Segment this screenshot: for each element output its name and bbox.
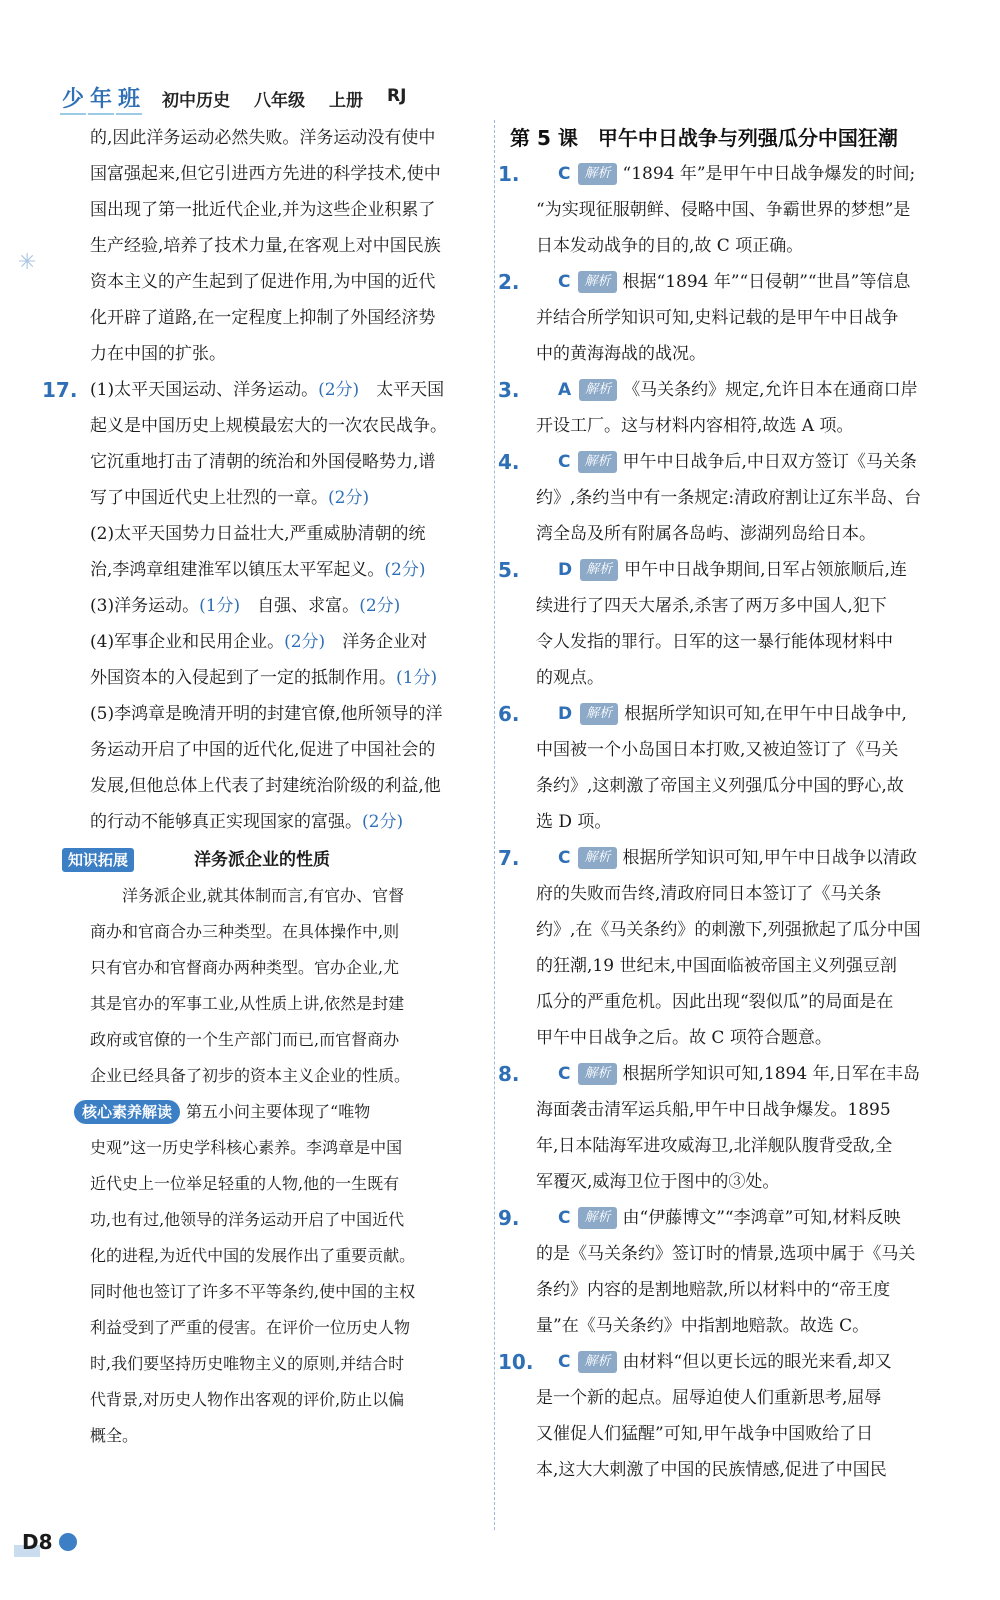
- score-label: (2分): [284, 632, 326, 652]
- text-line: 发展,但他总体上代表了封建统治阶级的利益,他: [90, 776, 441, 796]
- text-line: 时,我们要坚持历史唯物主义的原则,并结合时: [90, 1354, 405, 1373]
- text-line: [498, 1200, 942, 1236]
- answer-item: [498, 552, 942, 696]
- text-line: [90, 804, 494, 840]
- text-line: 同时他也签订了许多不平等条约,使中国的主权: [90, 1282, 416, 1301]
- text-line: 起义是中国历史上规模最宏大的一次农民战争。: [90, 416, 447, 436]
- text-line: 续进行了四天大屠杀,杀害了两万多中国人,犯下: [536, 596, 887, 616]
- text-line: 概全。: [90, 1426, 139, 1445]
- text-segment: 治,李鸿章组建淮军以镇压太平军起义。: [90, 560, 385, 580]
- text-line: 选 D 项。: [536, 812, 612, 832]
- answer-item: [498, 1344, 942, 1488]
- text-line: 条约》内容的是割地赔款,所以材料中的“帝王度: [536, 1280, 891, 1300]
- text-line: [90, 660, 494, 696]
- text-segment: 甲午中日战争期间,日军占领旅顺后,连: [624, 560, 907, 580]
- text-line: 海面袭击清军运兵船,甲午中日战争爆发。1895: [536, 1100, 891, 1120]
- page-dot-icon: [59, 1533, 77, 1551]
- header-edition: RJ: [387, 85, 407, 106]
- text-line: (2)太平天国势力日益壮大,严重威胁清朝的统: [90, 524, 426, 544]
- text-line: 的观点。: [536, 668, 604, 688]
- text-line: 近代史上一位举足轻重的人物,他的一生既有: [90, 1174, 400, 1193]
- text-line: 本,这大大刺激了中国的民族情感,促进了中国民: [536, 1460, 887, 1480]
- text-segment: 由“伊藤博文”“李鸿章”可知,材料反映: [622, 1208, 901, 1228]
- text-line: 的狂潮,19 世纪末,中国面临被帝国主义列强豆剖: [536, 956, 897, 976]
- text-line: [498, 840, 942, 876]
- score-label: (1分): [199, 596, 241, 616]
- text-segment: 根据所学知识可知,1894 年,日军在丰岛: [622, 1064, 920, 1084]
- item-number: 4.: [498, 450, 520, 474]
- text-line: [498, 444, 942, 480]
- score-label: (1分): [396, 668, 438, 688]
- header-info: [162, 86, 406, 111]
- text-line: 湾全岛及所有附属各岛屿、澎湖列岛给日本。: [536, 524, 876, 544]
- text-line: 年,日本陆海军进攻威海卫,北洋舰队腹背受敌,全: [536, 1136, 893, 1156]
- page-header: [60, 78, 406, 118]
- text-line: 府的失败而告终,清政府同日本签订了《马关条: [536, 884, 882, 904]
- answer-list: [498, 156, 942, 1488]
- header-grade: 八年级: [254, 90, 306, 111]
- text-line: 瓜分的严重危机。因此出现“裂似瓜”的局面是在: [536, 992, 894, 1012]
- text-line: 利益受到了严重的侵害。在评价一位历史人物: [90, 1318, 411, 1337]
- question-17: [42, 372, 494, 840]
- core-first-line: [62, 1094, 494, 1130]
- text-line: 的,因此洋务运动必然失败。洋务运动没有使中: [90, 128, 436, 148]
- lesson-title: 第 5 课 甲午中日战争与列强瓜分中国狂潮: [510, 126, 898, 150]
- core-literacy: [62, 1094, 494, 1454]
- item-number: 2.: [498, 270, 520, 294]
- header-subject: 初中历史: [162, 90, 231, 111]
- text-line: 的是《马关条约》签订时的情景,选项中属于《马关: [536, 1244, 916, 1264]
- text-segment: 由材料“但以更长远的眼光来看,却又: [622, 1352, 892, 1372]
- text-line: 功,也有过,他领导的洋务运动开启了中国近代: [90, 1210, 405, 1229]
- column-divider: [494, 120, 495, 1530]
- answer-part-4: [90, 624, 494, 660]
- left-column: [42, 120, 494, 1454]
- extension-title: 洋务派企业的性质: [194, 850, 331, 870]
- text-segment: 的行动不能够真正实现国家的富强。: [90, 812, 362, 832]
- answer-item: [498, 372, 942, 444]
- item-number: 7.: [498, 846, 520, 870]
- text-line: 生产经验,培养了技术力量,在客观上对中国民族: [90, 236, 441, 256]
- brand-char: 年: [88, 82, 114, 115]
- text-line: 化开辟了道路,在一定程度上抑制了外国经济势: [90, 308, 436, 328]
- item-number: 3.: [498, 378, 520, 402]
- text-line: [90, 552, 494, 588]
- text-line: [498, 1344, 942, 1380]
- text-line: 资本主义的产生起到了促进作用,为中国的近代: [90, 272, 436, 292]
- text-segment: (1)太平天国运动、洋务运动。: [90, 380, 319, 400]
- page-footer: [22, 1530, 77, 1554]
- text-line: 力在中国的扩张。: [90, 344, 226, 364]
- answer-letter: C: [558, 164, 571, 184]
- core-badge: 核心素养解读: [74, 1100, 180, 1124]
- item-number: 5.: [498, 558, 520, 582]
- text-line: 日本发动战争的目的,故 C 项正确。: [536, 236, 804, 256]
- decorative-figure-icon: ✳: [18, 250, 37, 275]
- text-line: 国出现了第一批近代企业,并为这些企业积累了: [90, 200, 436, 220]
- score-label: (2分): [384, 560, 426, 580]
- text-line: [498, 372, 942, 408]
- answer-part-3: [90, 588, 494, 624]
- text-segment: (4)军事企业和民用企业。: [90, 632, 285, 652]
- item-number: 8.: [498, 1062, 520, 1086]
- answer-letter: C: [558, 452, 571, 472]
- text-segment: 写了中国近代史上壮烈的一章。: [90, 488, 328, 508]
- text-line: 军覆灭,威海卫位于图中的③处。: [536, 1172, 780, 1192]
- knowledge-extension: [62, 842, 494, 1094]
- text-line: 政府或官僚的一个生产部门而已,而官督商办: [90, 1030, 400, 1049]
- analysis-tag: 解析: [578, 1351, 616, 1373]
- text-line: 史观”这一历史学科核心素养。李鸿章是中国: [90, 1138, 403, 1157]
- text-line: “为实现征服朝鲜、侵略中国、争霸世界的梦想”是: [536, 200, 911, 220]
- text-line: 又催促人们猛醒”可知,甲午战争中国败给了日: [536, 1424, 874, 1444]
- score-label: (2分): [359, 596, 401, 616]
- answer-letter: C: [558, 1064, 571, 1084]
- brand-char: 少: [60, 82, 86, 115]
- header-volume: 上册: [329, 90, 364, 111]
- text-line: 甲午中日战争之后。故 C 项符合题意。: [536, 1028, 832, 1048]
- item-number: 6.: [498, 702, 520, 726]
- answer-letter: C: [558, 272, 571, 292]
- analysis-tag: 解析: [578, 1207, 616, 1229]
- text-line: [498, 552, 942, 588]
- analysis-tag: 解析: [578, 163, 616, 185]
- text-segment: 根据所学知识可知,甲午中日战争以清政: [622, 848, 917, 868]
- text-line: 中的黄海海战的战况。: [536, 344, 706, 364]
- answer-letter: A: [558, 380, 572, 400]
- text-segment: 自强、求富。: [257, 596, 360, 616]
- text-line: 务运动开启了中国的近代化,促进了中国社会的: [90, 740, 436, 760]
- text-line: 它沉重地打击了清朝的统治和外国侵略势力,谱: [90, 452, 436, 472]
- answer-letter: C: [558, 848, 571, 868]
- analysis-tag: 解析: [578, 847, 616, 869]
- text-line: 约》,条约当中有一条规定:清政府割让辽东半岛、台: [536, 488, 922, 508]
- answer-item: [498, 840, 942, 1056]
- text-segment: (3)洋务运动。: [90, 596, 200, 616]
- text-line: 化的进程,为近代中国的发展作出了重要贡献。: [90, 1246, 416, 1265]
- analysis-tag: 解析: [578, 1063, 616, 1085]
- analysis-tag: 解析: [580, 559, 618, 581]
- answer-item: [498, 1200, 942, 1344]
- page-number: D8: [22, 1530, 53, 1554]
- text-line: 洋务派企业,就其体制而言,有官办、官督: [122, 886, 405, 905]
- answer-letter: C: [558, 1208, 571, 1228]
- question-number: 17.: [42, 378, 78, 402]
- extension-badge: 知识拓展: [62, 848, 134, 872]
- text-segment: 洋务企业对: [342, 632, 428, 652]
- extension-header: [62, 842, 494, 878]
- text-line: 令人发指的罪行。日军的这一暴行能体现材料中: [536, 632, 893, 652]
- extension-body: [62, 878, 494, 1094]
- text-line: 企业已经具备了初步的资本主义企业的性质。: [90, 1066, 411, 1085]
- text-line: [498, 1056, 942, 1092]
- text-segment: 甲午中日战争后,中日双方签订《马关条: [622, 452, 917, 472]
- text-line: [498, 264, 942, 300]
- item-number: 10.: [498, 1350, 534, 1374]
- text-line: 约》,在《马关条约》的刺激下,列强掀起了瓜分中国: [536, 920, 921, 940]
- brand-char: 班: [116, 82, 142, 115]
- text-line: 并结合所学知识可知,史料记载的是甲午中日战争: [536, 308, 899, 328]
- answer-item: [498, 156, 942, 264]
- analysis-tag: 解析: [578, 271, 616, 293]
- text-line: 开设工厂。这与材料内容相符,故选 A 项。: [536, 416, 854, 436]
- answer-part-1: [90, 372, 494, 408]
- score-label: (2分): [362, 812, 404, 832]
- text-segment: 外国资本的入侵起到了一定的抵制作用。: [90, 668, 396, 688]
- text-line: 国富强起来,但它引进西方先进的科学技术,使中: [90, 164, 441, 184]
- analysis-tag: 解析: [578, 451, 616, 473]
- answer-letter: C: [558, 1352, 571, 1372]
- text-line: 商办和官商合办三种类型。在具体操作中,则: [90, 922, 400, 941]
- analysis-tag: 解析: [580, 703, 618, 725]
- text-line: 量”在《马关条约》中指割地赔款。故选 C。: [536, 1316, 870, 1336]
- item-number: 9.: [498, 1206, 520, 1230]
- text-line: 其是官办的军事工业,从性质上讲,依然是封建: [90, 994, 405, 1013]
- text-segment: 根据“1894 年”“日侵朝”“世昌”等信息: [622, 272, 911, 292]
- continued-answer: [62, 120, 494, 372]
- question-17-body: [62, 372, 494, 840]
- text-line: 条约》,这刺激了帝国主义列强瓜分中国的野心,故: [536, 776, 904, 796]
- text-segment: 太平天国: [376, 380, 445, 400]
- core-body: [62, 1130, 494, 1454]
- item-number: 1.: [498, 162, 520, 186]
- text-line: (5)李鸿章是晚清开明的封建官僚,他所领导的洋: [90, 704, 443, 724]
- score-label: (2分): [318, 380, 360, 400]
- text-line: 只有官办和官督商办两种类型。官办企业,尤: [90, 958, 400, 977]
- answer-item: [498, 1056, 942, 1200]
- answer-letter: D: [558, 560, 573, 580]
- brand-logo: [60, 82, 142, 115]
- text-line: [498, 696, 942, 732]
- text-segment: 第五小问主要体现了“唯物: [186, 1102, 371, 1121]
- answer-item: [498, 444, 942, 552]
- analysis-tag: 解析: [579, 379, 617, 401]
- text-line: 中国被一个小岛国日本打败,又被迫签订了《马关: [536, 740, 899, 760]
- text-line: [90, 480, 494, 516]
- score-label: (2分): [328, 488, 370, 508]
- answer-item: [498, 264, 942, 372]
- answer-letter: D: [558, 704, 573, 724]
- right-column: [498, 120, 942, 1488]
- text-line: [498, 156, 942, 192]
- answer-item: [498, 696, 942, 840]
- text-line: 代背景,对历史人物作出客观的评价,防止以偏: [90, 1390, 405, 1409]
- text-segment: “1894 年”是甲午中日战争爆发的时间;: [622, 164, 916, 184]
- text-segment: 《马关条约》规定,允许日本在通商口岸: [623, 380, 918, 400]
- text-line: 是一个新的起点。屈辱迫使人们重新思考,屈辱: [536, 1388, 882, 1408]
- text-segment: 根据所学知识可知,在甲午中日战争中,: [624, 704, 907, 724]
